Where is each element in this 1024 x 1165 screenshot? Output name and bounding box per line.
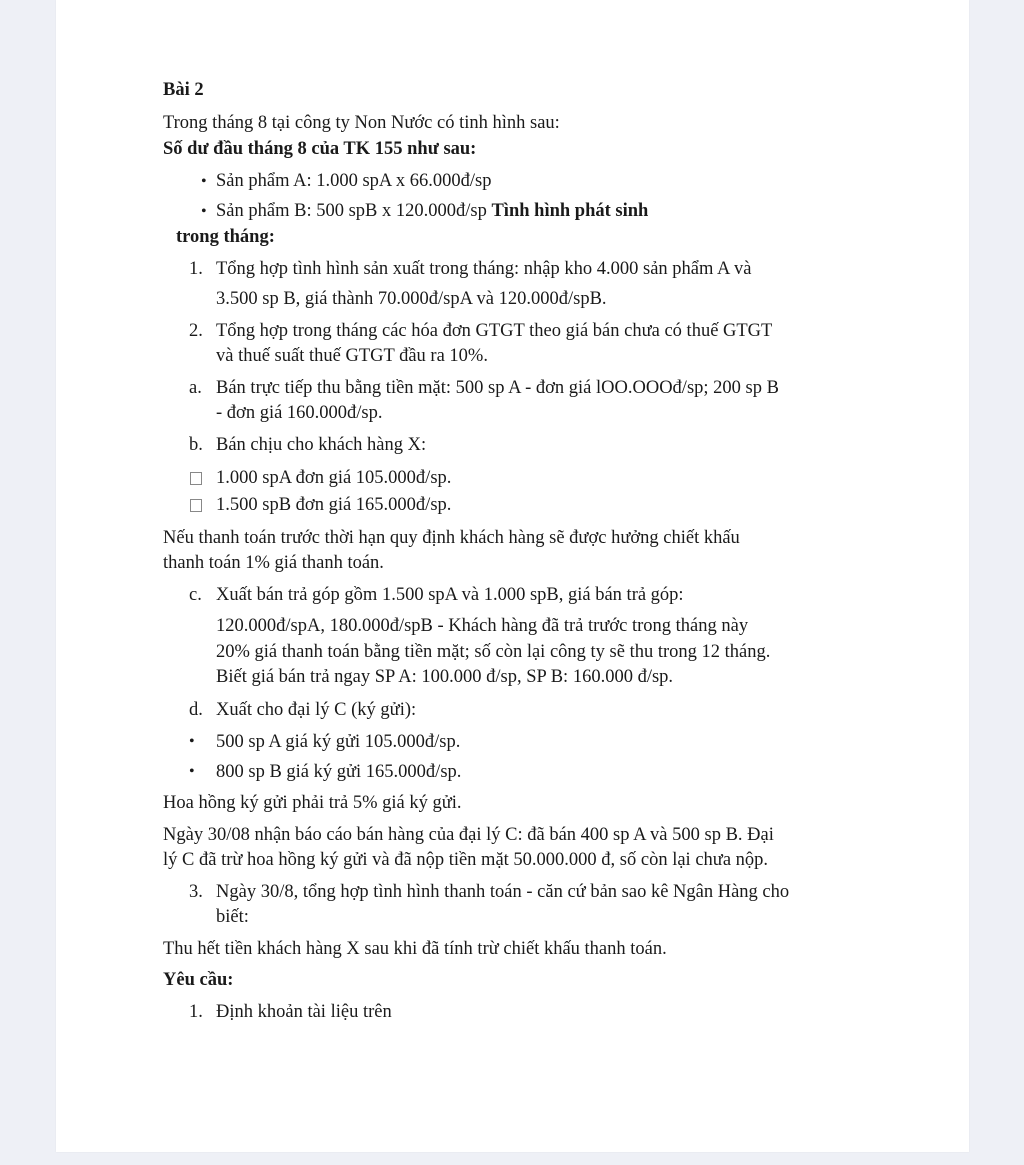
arising-heading-continued: trong tháng: (176, 227, 275, 247)
bullet-dot: • (201, 173, 207, 190)
opening-item-b: Sản phẩm B: 500 spB x 120.000đ/sp (216, 201, 487, 221)
arising-heading: Tình hình phát sinh (491, 201, 649, 221)
item-a-line1: Bán trực tiếp thu bằng tiền mặt: 500 sp A - đơn giá lOO.OOOđ/sp; 200 sp B (216, 378, 779, 398)
bullet-dot: • (189, 763, 195, 780)
list-number: 1. (189, 259, 203, 279)
item1-line2: 3.500 sp B, giá thành 70.000đ/spA và 120.000đ/spB. (216, 289, 607, 309)
opening-balance-heading: Số dư đầu tháng 8 của TK 155 như sau: (163, 139, 477, 159)
bullet-dot: • (201, 203, 207, 220)
checkbox-square-icon (190, 472, 202, 485)
requirements-heading: Yêu cầu: (163, 970, 234, 990)
item-d-sub2: 800 sp B giá ký gửi 165.000đ/sp. (216, 762, 462, 782)
item-d-line1: Xuất cho đại lý C (ký gửi): (216, 700, 417, 720)
intro-text: Trong tháng 8 tại công ty Non Nước có tinh hình sau: (163, 113, 560, 133)
item-b-line1: Bán chịu cho khách hàng X: (216, 435, 427, 455)
bullet-dot: • (189, 733, 195, 750)
list-letter: d. (189, 700, 203, 720)
commission-text: Hoa hồng ký gửi phải trả 5% giá ký gửi. (163, 793, 462, 813)
list-number: 1. (189, 1002, 203, 1022)
list-letter: c. (189, 585, 202, 605)
discount-line2: thanh toán 1% giá thanh toán. (163, 553, 384, 573)
agent-report-line2: lý C đã trừ hoa hồng ký gửi và đã nộp tiền mặt 50.000.000 đ, số còn lại chưa nộp. (163, 850, 769, 870)
item-d-sub1: 500 sp A giá ký gửi 105.000đ/sp. (216, 732, 461, 752)
opening-item-a: Sản phẩm A: 1.000 spA x 66.000đ/sp (216, 171, 492, 191)
collection-text: Thu hết tiền khách hàng X sau khi đã tính trừ chiết khấu thanh toán. (163, 939, 667, 959)
item3-line2: biết: (216, 907, 249, 927)
item3-line1: Ngày 30/8, tổng hợp tình hình thanh toán - căn cứ bản sao kê Ngân Hàng cho (216, 882, 790, 902)
item-b-sub1: 1.000 spA đơn giá 105.000đ/sp. (216, 468, 452, 488)
exercise-title: Bài 2 (163, 80, 204, 100)
item2-line1: Tổng hợp trong tháng các hóa đơn GTGT theo giá bán chưa có thuế GTGT (216, 321, 773, 341)
list-number: 2. (189, 321, 203, 341)
item-b-sub2: 1.500 spB đơn giá 165.000đ/sp. (216, 495, 452, 515)
document-page (56, 0, 969, 1152)
item-c-line1: Xuất bán trả góp gồm 1.500 spA và 1.000 spB, giá bán trả góp: (216, 585, 684, 605)
checkbox-square-icon (190, 499, 202, 512)
opening-item-b-row (216, 200, 648, 222)
item-a-line2: - đơn giá 160.000đ/sp. (216, 403, 383, 423)
requirement-1: Định khoản tài liệu trên (216, 1002, 392, 1022)
discount-line1: Nếu thanh toán trước thời hạn quy định khách hàng sẽ được hưởng chiết khấu (163, 528, 740, 548)
list-letter: a. (189, 378, 202, 398)
item1-line1: Tổng hợp tình hình sản xuất trong tháng: nhập kho 4.000 sản phẩm A và (216, 259, 752, 279)
item2-line2: và thuế suất thuế GTGT đầu ra 10%. (216, 346, 488, 366)
agent-report-line1: Ngày 30/08 nhận báo cáo bán hàng của đại lý C: đã bán 400 sp A và 500 sp B. Đại (163, 825, 774, 845)
item-c-line2: 120.000đ/spA, 180.000đ/spB - Khách hàng đã trả trước trong tháng này (216, 616, 749, 636)
item-c-line4: Biết giá bán trả ngay SP A: 100.000 đ/sp, SP B: 160.000 đ/sp. (216, 667, 674, 687)
list-letter: b. (189, 435, 203, 455)
item-c-line3: 20% giá thanh toán bằng tiền mặt; số còn lại công ty sẽ thu trong 12 tháng. (216, 642, 771, 662)
list-number: 3. (189, 882, 203, 902)
